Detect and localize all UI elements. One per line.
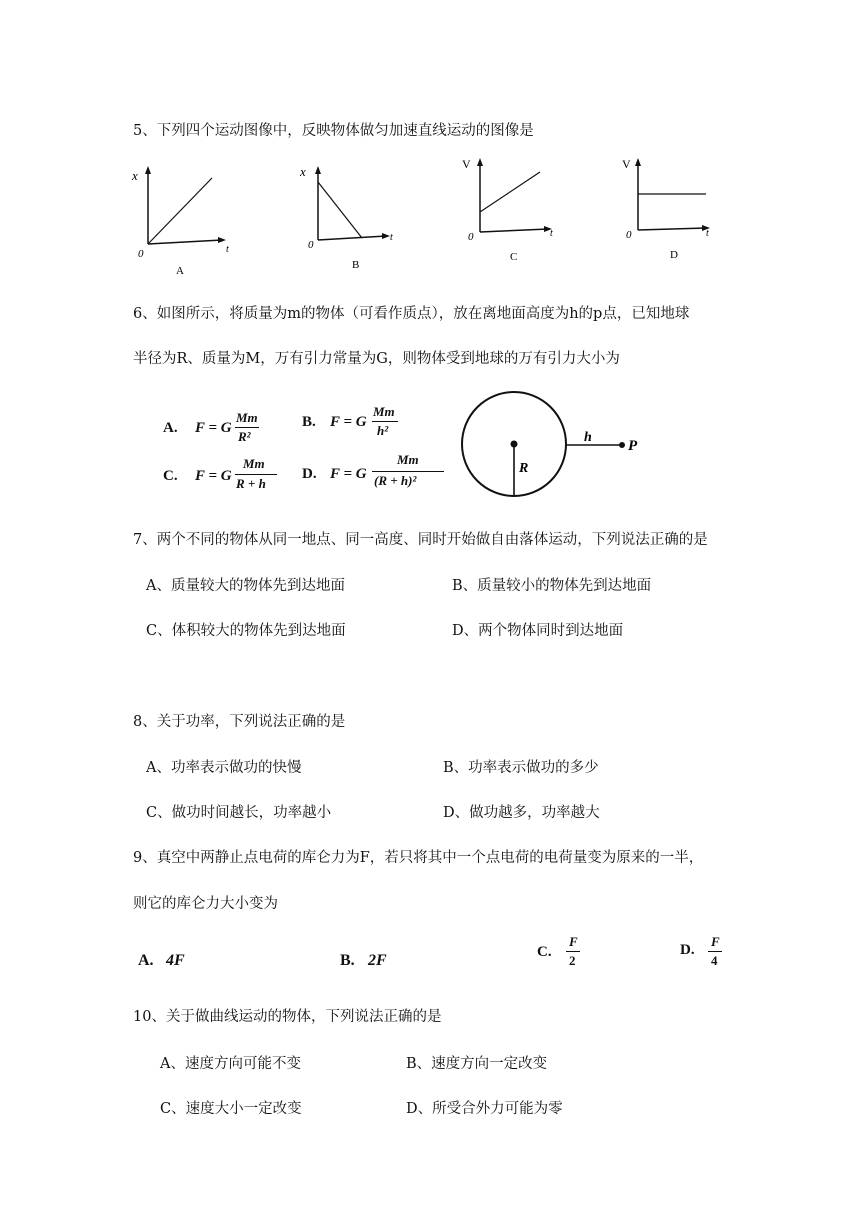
q5-d-xaxis: t (706, 228, 709, 239)
q6-d-lhs: F = G (330, 466, 367, 482)
q9-c-letter: C. (537, 944, 552, 960)
q5-graph-b (298, 160, 408, 280)
q8-option-d[interactable]: D、做功越多，功率越大 (443, 805, 600, 821)
q7-option-d[interactable]: D、两个物体同时到达地面 (452, 623, 624, 639)
radius-label: R (519, 461, 529, 476)
q9-option-c[interactable] (537, 934, 597, 974)
q7-stem: 7、两个不同的物体从同一地点、同一高度、同时开始做自由落体运动，下列说法正确的是 (133, 532, 708, 548)
q6-option-c[interactable] (163, 456, 293, 496)
q9-stem-line2: 则它的库仑力大小变为 (133, 896, 278, 912)
q6-earth-diagram (458, 388, 658, 502)
q9-d-num: F (711, 934, 720, 949)
q6-b-num: Mm (373, 404, 395, 419)
q9-option-d[interactable] (680, 934, 740, 974)
q7-option-a[interactable]: A、质量较大的物体先到达地面 (146, 578, 345, 594)
q5-a-yaxis: x (132, 168, 138, 183)
q6-b-lhs: F = G (330, 414, 367, 430)
q5-d-yaxis: V (622, 157, 631, 171)
q8-stem: 8、关于功率，下列说法正确的是 (133, 714, 346, 730)
q9-d-letter: D. (680, 942, 695, 958)
q10-option-a[interactable]: A、速度方向可能不变 (160, 1056, 301, 1072)
q6-a-lhs: F = G (195, 420, 232, 436)
q5-c-xaxis: t (550, 228, 553, 239)
q5-c-label: C (510, 251, 518, 263)
q9-c-num: F (569, 934, 578, 949)
q6-d-letter: D. (302, 466, 317, 482)
q5-graph-d (620, 152, 730, 272)
q6-a-den: R² (238, 429, 251, 444)
q9-stem-line1: 9、真空中两静止点电荷的库仑力为F，若只将其中一个点电荷的电荷量变为原来的一半， (133, 850, 704, 866)
point-p-label: P (628, 438, 638, 454)
q6-a-num: Mm (236, 410, 258, 425)
q9-option-a[interactable] (138, 952, 218, 976)
q9-b-letter: B. (340, 952, 355, 969)
height-label: h (584, 430, 592, 445)
q6-option-b[interactable] (302, 404, 412, 444)
q5-c-yaxis: V (462, 157, 471, 171)
q7-option-b[interactable]: B、质量较小的物体先到达地面 (452, 578, 652, 594)
q10-option-b[interactable]: B、速度方向一定改变 (406, 1056, 548, 1072)
point-p-dot (619, 442, 625, 448)
q6-d-num: Mm (397, 452, 419, 467)
q6-c-num: Mm (243, 456, 265, 471)
q6-a-letter: A. (163, 420, 178, 436)
q6-b-den: h² (377, 423, 389, 438)
q6-c-letter: C. (163, 468, 178, 484)
q5-stem: 5、下列四个运动图像中，反映物体做匀加速直线运动的图像是 (133, 123, 534, 139)
q5-a-xaxis: t (226, 244, 229, 255)
q6-b-letter: B. (302, 414, 316, 430)
q5-b-yaxis: x (300, 164, 306, 179)
q8-option-a[interactable]: A、功率表示做功的快慢 (146, 760, 302, 776)
q6-d-den: (R + h)² (374, 473, 417, 488)
q5-a-label: A (176, 265, 184, 277)
q5-graph-a (126, 160, 236, 280)
q9-a-value: 4F (166, 952, 185, 969)
q8-option-c[interactable]: C、做功时间越长，功率越小 (146, 805, 332, 821)
q6-option-a[interactable] (163, 410, 273, 450)
q10-stem: 10、关于做曲线运动的物体，下列说法正确的是 (133, 1009, 442, 1025)
q5-b-origin: 0 (308, 239, 314, 251)
q9-c-den: 2 (569, 953, 576, 968)
q5-c-origin: 0 (468, 231, 474, 243)
q9-option-b[interactable] (340, 952, 420, 976)
q6-c-den: R + h (236, 476, 266, 491)
q6-stem-line2: 半径为R、质量为M，万有引力常量为G，则物体受到地球的万有引力大小为 (133, 351, 620, 367)
q9-a-letter: A. (138, 952, 154, 969)
q5-graph-c (460, 152, 570, 272)
q9-b-value: 2F (368, 952, 387, 969)
q6-stem-line1: 6、如图所示，将质量为m的物体（可看作质点），放在离地面高度为h的p点，已知地球 (133, 306, 690, 322)
q6-c-lhs: F = G (195, 468, 232, 484)
q10-option-d[interactable]: D、所受合外力可能为零 (406, 1101, 563, 1117)
q8-option-b[interactable]: B、功率表示做功的多少 (443, 760, 599, 776)
q6-option-d[interactable] (302, 452, 452, 496)
q7-option-c[interactable]: C、体积较大的物体先到达地面 (146, 623, 346, 639)
q5-b-xaxis: t (390, 232, 393, 243)
q10-option-c[interactable]: C、速度大小一定改变 (160, 1101, 302, 1117)
q5-b-label: B (352, 259, 360, 271)
q9-d-den: 4 (711, 953, 718, 968)
q5-d-label: D (670, 249, 678, 261)
q5-d-origin: 0 (626, 229, 632, 241)
q5-a-origin: 0 (138, 248, 144, 260)
